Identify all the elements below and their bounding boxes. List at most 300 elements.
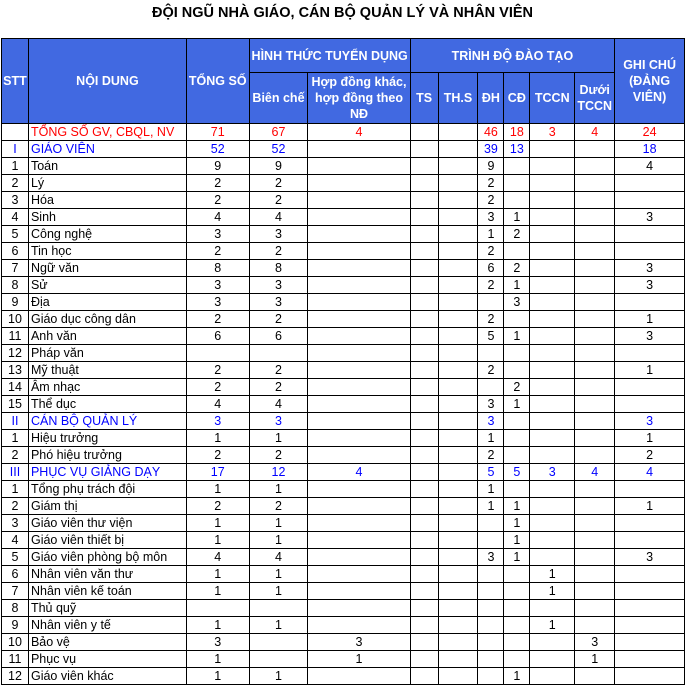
cell-duoi-tccn	[575, 430, 615, 447]
cell-ts	[410, 260, 438, 277]
cell-stt: 9	[2, 617, 29, 634]
cell-ghi-chu	[615, 294, 685, 311]
cell-ths	[438, 532, 478, 549]
cell-tccn: 3	[530, 124, 575, 141]
cell-duoi-tccn	[575, 362, 615, 379]
cell-ts	[410, 124, 438, 141]
cell-dh	[478, 515, 504, 532]
cell-tccn	[530, 396, 575, 413]
cell-dh: 3	[478, 396, 504, 413]
cell-duoi-tccn	[575, 668, 615, 685]
cell-ghi-chu: 3	[615, 413, 685, 430]
cell-ths	[438, 158, 478, 175]
cell-stt: 9	[2, 294, 29, 311]
cell-hop-dong	[308, 175, 410, 192]
cell-noi-dung: Mỹ thuật	[28, 362, 186, 379]
cell-bien-che: 1	[249, 481, 308, 498]
cell-hop-dong	[308, 141, 410, 158]
cell-ghi-chu	[615, 396, 685, 413]
cell-noi-dung: Toán	[28, 158, 186, 175]
cell-ths	[438, 549, 478, 566]
cell-ghi-chu: 1	[615, 430, 685, 447]
cell-tong-so: 1	[186, 515, 249, 532]
table-row	[2, 566, 685, 583]
cell-tong-so: 8	[186, 260, 249, 277]
cell-dh	[478, 583, 504, 600]
cell-stt: 12	[2, 345, 29, 362]
cell-noi-dung: Tổng phụ trách đội	[28, 481, 186, 498]
cell-dh	[478, 294, 504, 311]
cell-ts	[410, 345, 438, 362]
cell-hop-dong	[308, 430, 410, 447]
cell-ghi-chu	[615, 192, 685, 209]
cell-ths	[438, 175, 478, 192]
table-row	[2, 158, 685, 175]
cell-ts	[410, 464, 438, 481]
cell-bien-che: 1	[249, 566, 308, 583]
cell-tong-so: 2	[186, 243, 249, 260]
cell-tccn	[530, 600, 575, 617]
cell-duoi-tccn	[575, 617, 615, 634]
cell-noi-dung: Giáo viên khác	[28, 668, 186, 685]
cell-ths	[438, 124, 478, 141]
cell-ths	[438, 260, 478, 277]
cell-ts	[410, 566, 438, 583]
cell-tccn	[530, 498, 575, 515]
cell-hop-dong	[308, 532, 410, 549]
cell-duoi-tccn: 4	[575, 464, 615, 481]
cell-noi-dung: Giám thị	[28, 498, 186, 515]
cell-duoi-tccn: 1	[575, 651, 615, 668]
cell-cd: 1	[504, 277, 530, 294]
cell-noi-dung: Phục vụ	[28, 651, 186, 668]
cell-noi-dung: PHỤC VỤ GIẢNG DẠY	[28, 464, 186, 481]
cell-dh: 2	[478, 447, 504, 464]
cell-stt: 8	[2, 600, 29, 617]
table-row	[2, 294, 685, 311]
cell-bien-che: 2	[249, 498, 308, 515]
header-tccn: TCCN	[530, 73, 575, 124]
table-row	[2, 243, 685, 260]
cell-ts	[410, 634, 438, 651]
cell-hop-dong: 1	[308, 651, 410, 668]
cell-ths	[438, 226, 478, 243]
cell-noi-dung: Tin học	[28, 243, 186, 260]
cell-bien-che: 12	[249, 464, 308, 481]
cell-hop-dong	[308, 379, 410, 396]
table-row	[2, 124, 685, 141]
cell-ths	[438, 141, 478, 158]
cell-duoi-tccn	[575, 192, 615, 209]
cell-cd	[504, 566, 530, 583]
cell-tong-so: 1	[186, 481, 249, 498]
cell-ths	[438, 668, 478, 685]
cell-ghi-chu	[615, 481, 685, 498]
cell-ghi-chu	[615, 617, 685, 634]
cell-dh: 2	[478, 277, 504, 294]
cell-bien-che: 4	[249, 209, 308, 226]
cell-noi-dung: Pháp văn	[28, 345, 186, 362]
cell-bien-che: 3	[249, 277, 308, 294]
cell-noi-dung: Ngữ văn	[28, 260, 186, 277]
cell-bien-che	[249, 651, 308, 668]
cell-ts	[410, 396, 438, 413]
cell-dh: 2	[478, 362, 504, 379]
cell-hop-dong	[308, 158, 410, 175]
cell-stt: 6	[2, 566, 29, 583]
cell-ths	[438, 396, 478, 413]
cell-noi-dung: Nhân viên y tế	[28, 617, 186, 634]
cell-tong-so: 1	[186, 617, 249, 634]
cell-tccn	[530, 651, 575, 668]
cell-ghi-chu	[615, 243, 685, 260]
cell-duoi-tccn: 4	[575, 124, 615, 141]
cell-tccn	[530, 277, 575, 294]
cell-ts	[410, 515, 438, 532]
cell-tccn	[530, 192, 575, 209]
table-row	[2, 464, 685, 481]
cell-hop-dong	[308, 328, 410, 345]
table-row	[2, 175, 685, 192]
cell-tong-so: 9	[186, 158, 249, 175]
cell-ghi-chu: 2	[615, 447, 685, 464]
header-ths: TH.S	[438, 73, 478, 124]
cell-tong-so: 1	[186, 668, 249, 685]
table-row	[2, 413, 685, 430]
cell-noi-dung: Anh văn	[28, 328, 186, 345]
cell-dh	[478, 566, 504, 583]
cell-dh	[478, 345, 504, 362]
cell-stt: 15	[2, 396, 29, 413]
cell-dh: 2	[478, 311, 504, 328]
cell-noi-dung: Hóa	[28, 192, 186, 209]
cell-stt: 7	[2, 260, 29, 277]
cell-bien-che: 3	[249, 413, 308, 430]
cell-ghi-chu	[615, 532, 685, 549]
cell-ths	[438, 413, 478, 430]
cell-cd	[504, 634, 530, 651]
table-row	[2, 651, 685, 668]
cell-stt: 12	[2, 668, 29, 685]
cell-ths	[438, 515, 478, 532]
cell-hop-dong	[308, 311, 410, 328]
cell-ths	[438, 617, 478, 634]
cell-tccn	[530, 481, 575, 498]
header-dh: ĐH	[478, 73, 504, 124]
cell-cd	[504, 600, 530, 617]
cell-stt: 10	[2, 634, 29, 651]
table-row	[2, 430, 685, 447]
cell-ts	[410, 413, 438, 430]
cell-tong-so: 6	[186, 328, 249, 345]
table-row	[2, 515, 685, 532]
cell-stt: 3	[2, 192, 29, 209]
cell-ts	[410, 311, 438, 328]
cell-ghi-chu	[615, 651, 685, 668]
cell-duoi-tccn	[575, 345, 615, 362]
cell-cd: 2	[504, 260, 530, 277]
cell-tong-so: 3	[186, 277, 249, 294]
cell-hop-dong	[308, 668, 410, 685]
cell-ts	[410, 294, 438, 311]
cell-ghi-chu	[615, 583, 685, 600]
cell-stt: 10	[2, 311, 29, 328]
cell-cd: 1	[504, 498, 530, 515]
table-row	[2, 362, 685, 379]
cell-tong-so: 4	[186, 209, 249, 226]
cell-hop-dong	[308, 294, 410, 311]
cell-ths	[438, 634, 478, 651]
cell-duoi-tccn	[575, 226, 615, 243]
cell-cd: 1	[504, 549, 530, 566]
cell-stt: 2	[2, 498, 29, 515]
cell-ths	[438, 379, 478, 396]
cell-duoi-tccn	[575, 260, 615, 277]
table-row	[2, 260, 685, 277]
cell-ts	[410, 430, 438, 447]
cell-tong-so: 4	[186, 396, 249, 413]
page-title: ĐỘI NGŨ NHÀ GIÁO, CÁN BỘ QUẢN LÝ VÀ NHÂN VIÊN	[151, 5, 534, 21]
cell-cd	[504, 362, 530, 379]
cell-duoi-tccn: 3	[575, 634, 615, 651]
cell-noi-dung: Sinh	[28, 209, 186, 226]
cell-stt: 6	[2, 243, 29, 260]
cell-tong-so: 2	[186, 311, 249, 328]
cell-ts	[410, 617, 438, 634]
header-noi-dung: NỘI DUNG	[28, 39, 186, 124]
table-row	[2, 498, 685, 515]
cell-cd	[504, 481, 530, 498]
cell-tccn	[530, 430, 575, 447]
header-ghi-chu: GHI CHÚ (ĐẢNG VIÊN)	[615, 39, 685, 124]
cell-tong-so: 1	[186, 651, 249, 668]
cell-ghi-chu	[615, 515, 685, 532]
table-row	[2, 226, 685, 243]
cell-duoi-tccn	[575, 515, 615, 532]
cell-tong-so: 3	[186, 294, 249, 311]
cell-tong-so: 3	[186, 634, 249, 651]
cell-duoi-tccn	[575, 532, 615, 549]
cell-noi-dung: Công nghệ	[28, 226, 186, 243]
cell-hop-dong	[308, 192, 410, 209]
cell-tccn	[530, 141, 575, 158]
cell-stt: II	[2, 413, 29, 430]
cell-ghi-chu: 3	[615, 277, 685, 294]
cell-cd	[504, 311, 530, 328]
cell-stt: 7	[2, 583, 29, 600]
cell-duoi-tccn	[575, 481, 615, 498]
cell-ts	[410, 175, 438, 192]
header-ts: TS	[410, 73, 438, 124]
cell-bien-che: 1	[249, 583, 308, 600]
cell-dh: 39	[478, 141, 504, 158]
cell-ghi-chu: 3	[615, 260, 685, 277]
cell-cd	[504, 651, 530, 668]
cell-stt: 8	[2, 277, 29, 294]
cell-stt	[2, 124, 29, 141]
table-row	[2, 617, 685, 634]
cell-ghi-chu: 3	[615, 328, 685, 345]
cell-ths	[438, 277, 478, 294]
cell-ghi-chu	[615, 566, 685, 583]
cell-tccn	[530, 549, 575, 566]
cell-duoi-tccn	[575, 566, 615, 583]
cell-hop-dong	[308, 345, 410, 362]
header-hop-dong: Hợp đồng khác, hợp đồng theo NĐ	[308, 73, 410, 124]
cell-ts	[410, 243, 438, 260]
cell-duoi-tccn	[575, 209, 615, 226]
cell-tong-so: 52	[186, 141, 249, 158]
cell-ts	[410, 549, 438, 566]
cell-bien-che	[249, 600, 308, 617]
cell-dh	[478, 617, 504, 634]
cell-ts	[410, 226, 438, 243]
cell-bien-che: 67	[249, 124, 308, 141]
cell-ts	[410, 362, 438, 379]
cell-dh: 3	[478, 209, 504, 226]
cell-tong-so: 1	[186, 583, 249, 600]
cell-dh: 1	[478, 481, 504, 498]
cell-duoi-tccn	[575, 413, 615, 430]
cell-ghi-chu: 4	[615, 464, 685, 481]
cell-cd: 1	[504, 328, 530, 345]
cell-tccn	[530, 175, 575, 192]
cell-bien-che: 1	[249, 617, 308, 634]
cell-tccn	[530, 379, 575, 396]
cell-tccn	[530, 447, 575, 464]
cell-ghi-chu: 24	[615, 124, 685, 141]
header-stt: STT	[2, 39, 29, 124]
cell-duoi-tccn	[575, 311, 615, 328]
cell-noi-dung: Giáo viên thư viện	[28, 515, 186, 532]
cell-bien-che: 2	[249, 311, 308, 328]
cell-hop-dong	[308, 277, 410, 294]
cell-noi-dung: TỔNG SỐ GV, CBQL, NV	[28, 124, 186, 141]
cell-tong-so: 2	[186, 498, 249, 515]
cell-tong-so: 1	[186, 532, 249, 549]
cell-ts	[410, 141, 438, 158]
cell-tong-so	[186, 345, 249, 362]
cell-noi-dung: Thể dục	[28, 396, 186, 413]
cell-stt: 3	[2, 515, 29, 532]
table-row	[2, 481, 685, 498]
cell-hop-dong: 4	[308, 124, 410, 141]
cell-tccn	[530, 515, 575, 532]
cell-ts	[410, 600, 438, 617]
table-row	[2, 549, 685, 566]
cell-hop-dong	[308, 209, 410, 226]
cell-bien-che: 4	[249, 396, 308, 413]
cell-stt: I	[2, 141, 29, 158]
cell-stt: III	[2, 464, 29, 481]
cell-duoi-tccn	[575, 396, 615, 413]
cell-ths	[438, 243, 478, 260]
cell-tccn: 1	[530, 617, 575, 634]
cell-ts	[410, 481, 438, 498]
cell-duoi-tccn	[575, 277, 615, 294]
cell-bien-che: 3	[249, 226, 308, 243]
cell-tong-so: 17	[186, 464, 249, 481]
table-row	[2, 345, 685, 362]
cell-bien-che: 6	[249, 328, 308, 345]
header-trinh-do-dao-tao: TRÌNH ĐỘ ĐÀO TẠO	[410, 39, 614, 73]
cell-cd	[504, 175, 530, 192]
cell-tong-so: 2	[186, 379, 249, 396]
cell-ths	[438, 362, 478, 379]
cell-noi-dung: Giáo viên phòng bộ môn	[28, 549, 186, 566]
cell-bien-che: 1	[249, 532, 308, 549]
cell-ts	[410, 209, 438, 226]
table-row	[2, 600, 685, 617]
table-row	[2, 396, 685, 413]
cell-bien-che: 1	[249, 430, 308, 447]
cell-cd: 2	[504, 379, 530, 396]
cell-cd	[504, 192, 530, 209]
cell-ghi-chu	[615, 600, 685, 617]
table-row	[2, 141, 685, 158]
cell-cd: 1	[504, 532, 530, 549]
cell-dh: 5	[478, 328, 504, 345]
cell-hop-dong	[308, 226, 410, 243]
cell-bien-che: 2	[249, 379, 308, 396]
cell-cd: 1	[504, 209, 530, 226]
cell-dh	[478, 600, 504, 617]
cell-tccn	[530, 413, 575, 430]
cell-hop-dong	[308, 396, 410, 413]
cell-stt: 5	[2, 226, 29, 243]
cell-dh: 9	[478, 158, 504, 175]
cell-bien-che: 52	[249, 141, 308, 158]
cell-cd: 1	[504, 515, 530, 532]
cell-hop-dong	[308, 413, 410, 430]
cell-cd: 5	[504, 464, 530, 481]
cell-tccn	[530, 532, 575, 549]
cell-ghi-chu: 3	[615, 209, 685, 226]
cell-tccn: 1	[530, 566, 575, 583]
cell-duoi-tccn	[575, 294, 615, 311]
table-row	[2, 447, 685, 464]
cell-ts	[410, 277, 438, 294]
cell-ts	[410, 192, 438, 209]
cell-noi-dung: Hiệu trưởng	[28, 430, 186, 447]
cell-ghi-chu	[615, 379, 685, 396]
cell-duoi-tccn	[575, 328, 615, 345]
cell-stt: 11	[2, 651, 29, 668]
cell-cd	[504, 617, 530, 634]
cell-tong-so: 3	[186, 413, 249, 430]
cell-dh: 2	[478, 175, 504, 192]
cell-tong-so: 2	[186, 192, 249, 209]
cell-dh: 1	[478, 430, 504, 447]
cell-ts	[410, 532, 438, 549]
cell-ts	[410, 158, 438, 175]
cell-dh	[478, 668, 504, 685]
cell-cd: 13	[504, 141, 530, 158]
cell-ghi-chu: 18	[615, 141, 685, 158]
table-row	[2, 328, 685, 345]
cell-dh: 6	[478, 260, 504, 277]
cell-bien-che: 2	[249, 447, 308, 464]
cell-tccn: 3	[530, 464, 575, 481]
cell-hop-dong	[308, 617, 410, 634]
cell-stt: 1	[2, 158, 29, 175]
staff-table	[1, 38, 685, 685]
cell-ts	[410, 668, 438, 685]
cell-tccn	[530, 328, 575, 345]
header-duoi-tccn: Dưới TCCN	[575, 73, 615, 124]
cell-stt: 4	[2, 532, 29, 549]
cell-ghi-chu: 1	[615, 362, 685, 379]
